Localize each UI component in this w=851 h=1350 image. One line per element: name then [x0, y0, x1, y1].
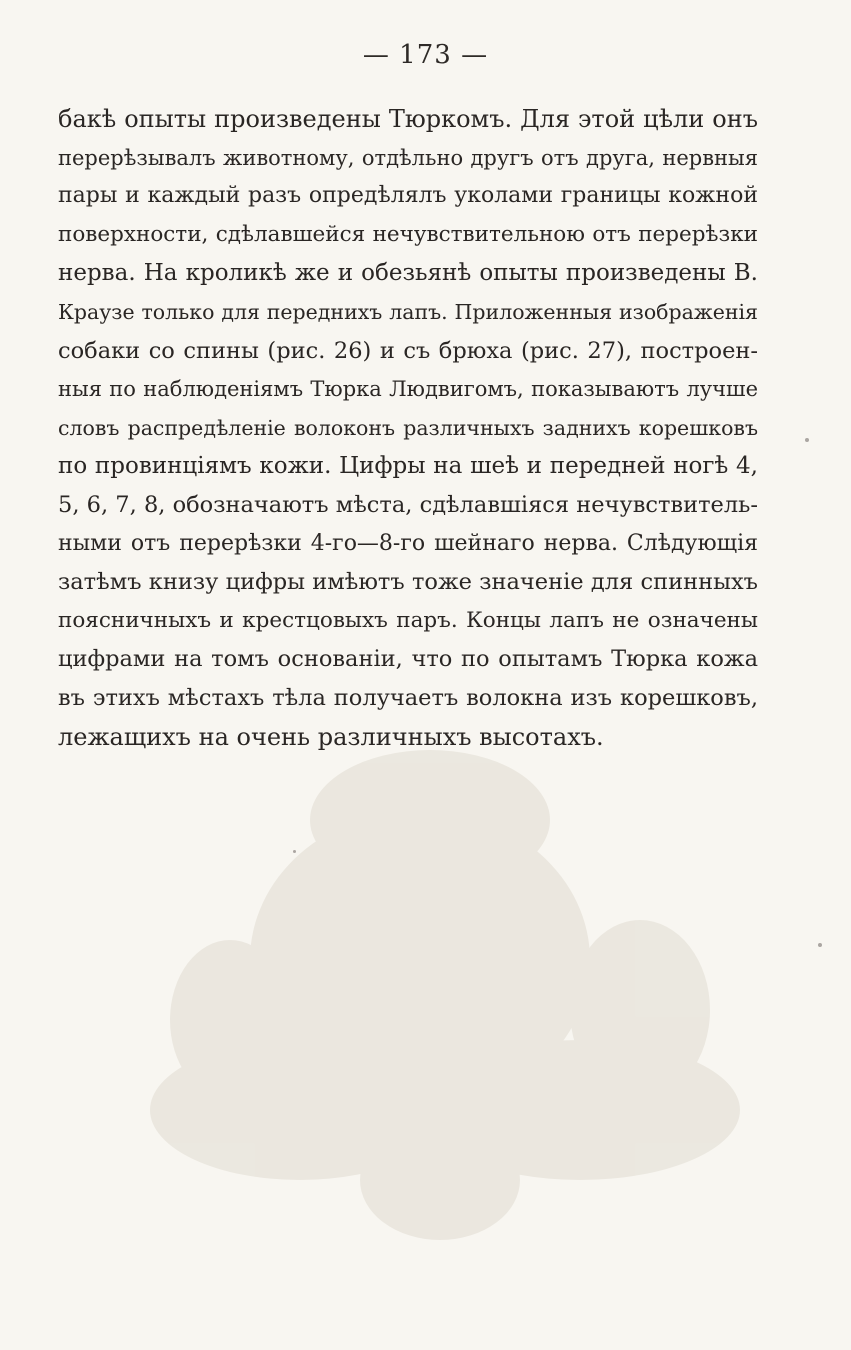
text-line: цифрами на томъ основаніи, что по опытамъ Тюрка кожа — [58, 646, 758, 673]
text-line: 5, 6, 7, 8, обозначаютъ мѣста, сдѣлавшіяся нечувствитель- — [58, 491, 758, 518]
text-line: затѣмъ книзу цифры имѣютъ тоже значеніе для спинныхъ — [58, 569, 758, 596]
ink-speck — [818, 943, 822, 947]
text-line: ныя по наблюденіямъ Тюрка Людвигомъ, показываютъ лучше — [58, 377, 758, 402]
ink-speck — [805, 438, 809, 442]
text-line: ными отъ перерѣзки 4-го—8-го шейнаго нерва. Слѣдующія — [58, 530, 758, 556]
page-number: — 173 — — [362, 40, 489, 70]
text-line-last: лежащихъ на очень различныхъ высотахъ. — [58, 722, 604, 751]
text-line: словъ распредѣленіе волоконъ различныхъ заднихъ корешковъ — [58, 415, 758, 440]
text-line: собаки со спины (рис. 26) и съ брюха (рис. 27), построен- — [58, 337, 758, 364]
text-line: нерва. На кроликѣ же и обезьянѣ опыты произведены В. — [58, 260, 758, 287]
text-line: перерѣзывалъ животному, отдѣльно другъ отъ друга, нервныя — [58, 145, 758, 170]
body-text — [58, 100, 758, 756]
text-line: поверхности, сдѣлавшейся нечувствительною отъ перерѣзки — [58, 221, 758, 247]
text-line: Краузе только для переднихъ лапъ. Приложенныя изображенія — [58, 299, 758, 324]
ink-speck — [293, 850, 296, 853]
text-line: бакѣ опыты произведены Тюркомъ. Для этой цѣли онъ — [58, 105, 758, 133]
text-line: въ этихъ мѣстахъ тѣла получаетъ волокна изъ корешковъ, — [58, 684, 758, 711]
text-line: по провинціямъ кожи. Цифры на шеѣ и передней ногѣ 4, — [58, 453, 758, 480]
text-line: поясничныхъ и крестцовыхъ паръ. Концы лапъ не означены — [58, 607, 758, 633]
text-line: пары и каждый разъ опредѣлялъ уколами границы кожной — [58, 183, 758, 209]
